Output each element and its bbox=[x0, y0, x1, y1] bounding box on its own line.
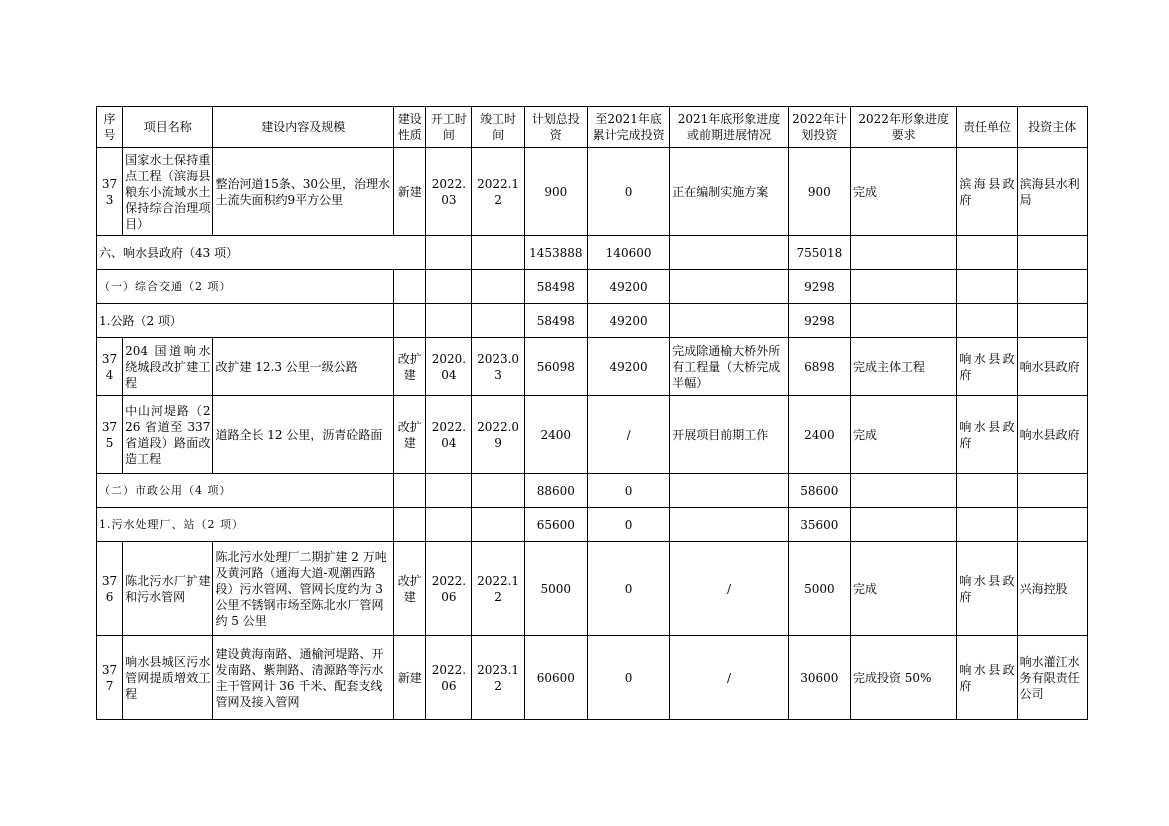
empty-cell bbox=[670, 236, 788, 270]
group-title: 1.污水处理厂、站（2 项） bbox=[97, 508, 394, 542]
empty-cell bbox=[472, 236, 524, 270]
cell-end: 2023.12 bbox=[472, 636, 524, 720]
cell-cum-2021: 49200 bbox=[587, 270, 669, 304]
cell-unit: 响水县政府 bbox=[957, 396, 1017, 474]
empty-cell bbox=[670, 508, 788, 542]
cell-seq: 375 bbox=[97, 396, 123, 474]
cell-investor: 兴海控股 bbox=[1017, 542, 1087, 636]
table-row bbox=[97, 338, 1088, 396]
cell-name: 204 国道响水绕城段改扩建工程 bbox=[123, 338, 213, 396]
cell-progress-2021: 开展项目前期工作 bbox=[670, 396, 788, 474]
cell-nature: 新建 bbox=[394, 148, 426, 236]
empty-cell bbox=[472, 304, 524, 338]
cell-cum-2021: 0 bbox=[587, 636, 669, 720]
empty-cell bbox=[426, 304, 472, 338]
empty-cell bbox=[850, 474, 956, 508]
cell-investor: 响水灌江水务有限责任公司 bbox=[1017, 636, 1087, 720]
cell-seq: 377 bbox=[97, 636, 123, 720]
cell-plan-2022: 9298 bbox=[788, 304, 850, 338]
cell-plan-total: 58498 bbox=[524, 304, 587, 338]
empty-cell bbox=[426, 270, 472, 304]
cell-end: 2022.12 bbox=[472, 542, 524, 636]
cell-plan-2022: 58600 bbox=[788, 474, 850, 508]
group-row bbox=[97, 474, 1088, 508]
cell-content: 改扩建 12.3 公里一级公路 bbox=[213, 338, 394, 396]
cell-plan-total: 900 bbox=[524, 148, 587, 236]
cell-start: 2022.04 bbox=[426, 396, 472, 474]
group-title: （一）综合交通（2 项） bbox=[97, 270, 394, 304]
cell-name: 国家水土保持重点工程（滨海县粮东小流域水土保持综合治理项目） bbox=[123, 148, 213, 236]
empty-cell bbox=[957, 270, 1017, 304]
cell-name: 中山河堤路（226 省道至 337 省道段）路面改造工程 bbox=[123, 396, 213, 474]
cell-name: 响水县城区污水管网提质增效工程 bbox=[123, 636, 213, 720]
cell-plan-total: 58498 bbox=[524, 270, 587, 304]
empty-cell bbox=[1017, 474, 1087, 508]
header-plan-2022: 2022年计划投资 bbox=[788, 107, 850, 148]
cell-seq: 376 bbox=[97, 542, 123, 636]
cell-plan-2022: 2400 bbox=[788, 396, 850, 474]
cell-plan-2022: 9298 bbox=[788, 270, 850, 304]
cell-plan-total: 60600 bbox=[524, 636, 587, 720]
empty-cell bbox=[472, 508, 524, 542]
cell-plan-2022: 900 bbox=[788, 148, 850, 236]
cell-plan-total: 56098 bbox=[524, 338, 587, 396]
empty-cell bbox=[670, 304, 788, 338]
cell-nature: 改扩建 bbox=[394, 542, 426, 636]
header-seq: 序号 bbox=[97, 107, 123, 148]
project-table bbox=[96, 106, 1088, 720]
table-header bbox=[97, 107, 1088, 148]
cell-plan-2022: 35600 bbox=[788, 508, 850, 542]
cell-cum-2021: 140600 bbox=[587, 236, 669, 270]
cell-investor: 响水县政府 bbox=[1017, 338, 1087, 396]
empty-cell bbox=[472, 474, 524, 508]
empty-cell bbox=[670, 474, 788, 508]
empty-cell bbox=[957, 304, 1017, 338]
empty-cell bbox=[1017, 508, 1087, 542]
cell-seq: 373 bbox=[97, 148, 123, 236]
group-row bbox=[97, 270, 1088, 304]
cell-cum-2021: 49200 bbox=[587, 304, 669, 338]
cell-req-2022: 完成投资 50% bbox=[850, 636, 956, 720]
cell-plan-2022: 755018 bbox=[788, 236, 850, 270]
header-cum-2021: 至2021年底累计完成投资 bbox=[587, 107, 669, 148]
empty-cell bbox=[957, 236, 1017, 270]
cell-start: 2022.06 bbox=[426, 636, 472, 720]
header-plan-total: 计划总投资 bbox=[524, 107, 587, 148]
empty-cell bbox=[957, 508, 1017, 542]
cell-cum-2021: 0 bbox=[587, 148, 669, 236]
group-title: 六、响水县政府（43 项） bbox=[97, 236, 426, 270]
cell-req-2022: 完成主体工程 bbox=[850, 338, 956, 396]
cell-plan-total: 2400 bbox=[524, 396, 587, 474]
cell-end: 2023.03 bbox=[472, 338, 524, 396]
cell-progress-2021: / bbox=[670, 542, 788, 636]
cell-cum-2021: 0 bbox=[587, 542, 669, 636]
empty-cell bbox=[670, 270, 788, 304]
group-row bbox=[97, 508, 1088, 542]
table-row bbox=[97, 542, 1088, 636]
cell-content: 道路全长 12 公里，沥青砼路面 bbox=[213, 396, 394, 474]
cell-req-2022: 完成 bbox=[850, 148, 956, 236]
empty-cell bbox=[426, 474, 472, 508]
table-row bbox=[97, 396, 1088, 474]
empty-cell bbox=[957, 474, 1017, 508]
cell-seq: 374 bbox=[97, 338, 123, 396]
header-end: 竣工时间 bbox=[472, 107, 524, 148]
table-row bbox=[97, 148, 1088, 236]
table-row bbox=[97, 636, 1088, 720]
cell-req-2022: 完成 bbox=[850, 542, 956, 636]
cell-plan-total: 5000 bbox=[524, 542, 587, 636]
header-unit: 责任单位 bbox=[957, 107, 1017, 148]
cell-cum-2021: / bbox=[587, 396, 669, 474]
header-req-2022: 2022年形象进度要求 bbox=[850, 107, 956, 148]
cell-investor: 响水县政府 bbox=[1017, 396, 1087, 474]
empty-cell bbox=[394, 270, 426, 304]
cell-start: 2022.03 bbox=[426, 148, 472, 236]
cell-progress-2021: / bbox=[670, 636, 788, 720]
cell-content: 陈北污水处理厂二期扩建 2 万吨及黄河路（通海大道-观潮西路段）污水管网、管网长度约为 3 公里不锈钢市场至陈北水厂管网约 5 公里 bbox=[213, 542, 394, 636]
group-row bbox=[97, 304, 1088, 338]
cell-plan-2022: 6898 bbox=[788, 338, 850, 396]
cell-end: 2022.09 bbox=[472, 396, 524, 474]
empty-cell bbox=[1017, 304, 1087, 338]
group-row bbox=[97, 236, 1088, 270]
empty-cell bbox=[472, 270, 524, 304]
empty-cell bbox=[426, 508, 472, 542]
cell-unit: 响水县政府 bbox=[957, 542, 1017, 636]
cell-plan-total: 1453888 bbox=[524, 236, 587, 270]
cell-unit: 响水县政府 bbox=[957, 338, 1017, 396]
cell-unit: 滨海县政府 bbox=[957, 148, 1017, 236]
cell-nature: 改扩建 bbox=[394, 396, 426, 474]
cell-content: 整治河道15条、30公里，治理水土流失面积约9平方公里 bbox=[213, 148, 394, 236]
cell-name: 陈北污水厂扩建和污水管网 bbox=[123, 542, 213, 636]
cell-end: 2022.12 bbox=[472, 148, 524, 236]
cell-investor: 滨海县水利局 bbox=[1017, 148, 1087, 236]
header-name: 项目名称 bbox=[123, 107, 213, 148]
header-content: 建设内容及规模 bbox=[213, 107, 394, 148]
empty-cell bbox=[1017, 236, 1087, 270]
cell-start: 2020.04 bbox=[426, 338, 472, 396]
cell-nature: 新建 bbox=[394, 636, 426, 720]
cell-plan-total: 88600 bbox=[524, 474, 587, 508]
header-progress-2021: 2021年底形象进度或前期进展情况 bbox=[670, 107, 788, 148]
cell-plan-2022: 5000 bbox=[788, 542, 850, 636]
header-nature: 建设性质 bbox=[394, 107, 426, 148]
cell-cum-2021: 0 bbox=[587, 474, 669, 508]
cell-plan-total: 65600 bbox=[524, 508, 587, 542]
cell-content: 建设黄海南路、通榆河堤路、开发南路、紫荆路、清源路等污水主干管网计 36 千米、配套支线管网及接入管网 bbox=[213, 636, 394, 720]
table-body bbox=[97, 148, 1088, 720]
cell-start: 2022.06 bbox=[426, 542, 472, 636]
header-start: 开工时间 bbox=[426, 107, 472, 148]
cell-nature: 改扩建 bbox=[394, 338, 426, 396]
cell-progress-2021: 完成除通榆大桥外所有工程量（大桥完成半幅） bbox=[670, 338, 788, 396]
empty-cell bbox=[426, 236, 472, 270]
group-title: 1.公路（2 项） bbox=[97, 304, 394, 338]
empty-cell bbox=[394, 508, 426, 542]
group-title: （二）市政公用（4 项） bbox=[97, 474, 394, 508]
cell-req-2022: 完成 bbox=[850, 396, 956, 474]
empty-cell bbox=[850, 508, 956, 542]
header-investor: 投资主体 bbox=[1017, 107, 1087, 148]
cell-plan-2022: 30600 bbox=[788, 636, 850, 720]
empty-cell bbox=[394, 304, 426, 338]
empty-cell bbox=[850, 304, 956, 338]
empty-cell bbox=[850, 236, 956, 270]
cell-cum-2021: 49200 bbox=[587, 338, 669, 396]
empty-cell bbox=[850, 270, 956, 304]
empty-cell bbox=[394, 474, 426, 508]
empty-cell bbox=[1017, 270, 1087, 304]
cell-cum-2021: 0 bbox=[587, 508, 669, 542]
cell-progress-2021: 正在编制实施方案 bbox=[670, 148, 788, 236]
cell-unit: 响水县政府 bbox=[957, 636, 1017, 720]
